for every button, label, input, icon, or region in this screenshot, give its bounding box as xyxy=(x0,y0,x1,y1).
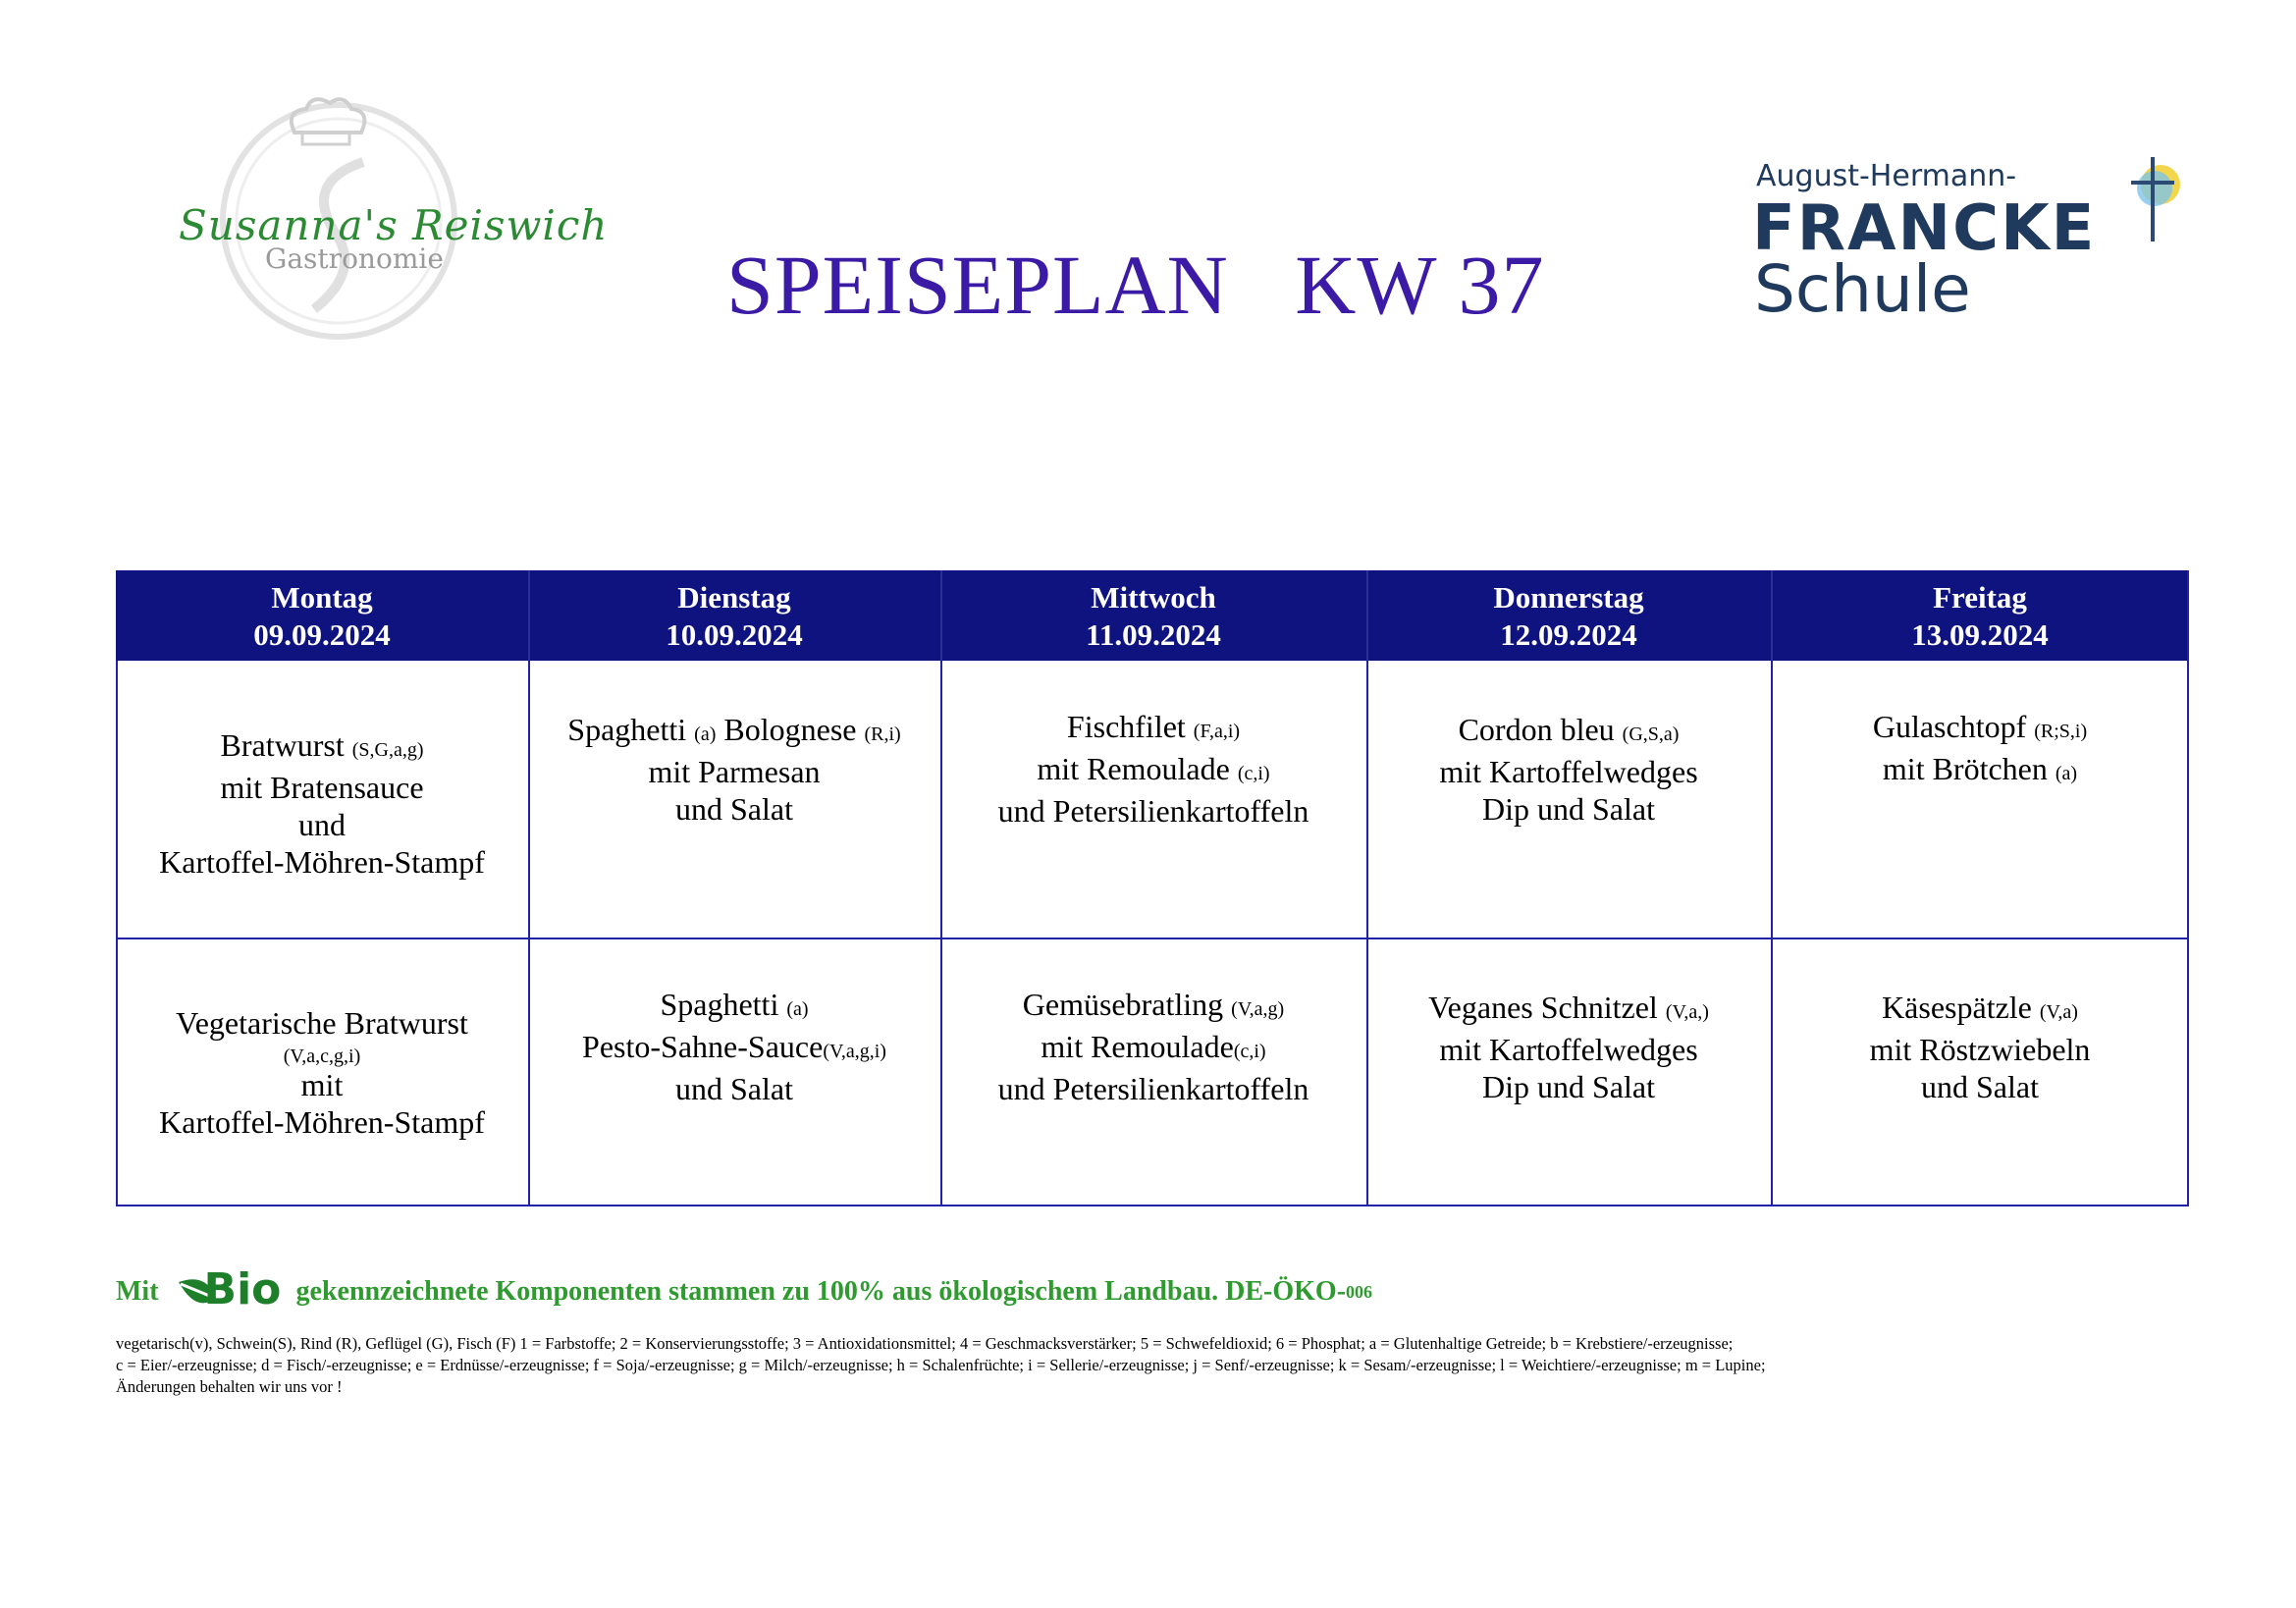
dish-name: Fischfilet xyxy=(1066,709,1194,744)
bio-text: gekennzeichnete Komponenten stammen zu 100% aus ökologischem Landbau. DE-ÖKO- xyxy=(295,1276,1347,1307)
allergen-code: (V,a,g) xyxy=(1231,998,1285,1020)
day-date: 09.09.2024 xyxy=(253,617,391,652)
header-mittwoch xyxy=(940,570,1366,661)
menu-cell-thu-2 xyxy=(1366,939,1771,1153)
legend-line: c = Eier/-erzeugnisse; d = Fisch/-erzeugnisse; e = Erdnüsse/-erzeugnisse; f = Soja/-erzeugnisse; g = Milch/-erzeugnisse; h = Schalenfrüchte; i = Sellerie/-erzeugnisse; j = Senf/-erzeugnisse; k = Sesam/-erzeugnisse; l = Weichtiere/-erzeugnisse; m = Lupine; xyxy=(116,1356,1766,1374)
day-date: 13.09.2024 xyxy=(1911,617,2049,652)
menu-cell-tue-1 xyxy=(528,661,940,877)
menu-cell-tue-2 xyxy=(528,939,940,1153)
legend-line: vegetarisch(v), Schwein(S), Rind (R), Geflügel (G), Fisch (F) 1 = Farbstoffe; 2 = Konservierungsstoffe; 3 = Antioxidationsmittel; 4 = Geschmacksverstärker; 5 = Schwefeldioxid; 6 = Phosphat; a = Glutenhaltige Getreide; b = Krebstiere/-erzeugnisse; xyxy=(116,1334,1734,1353)
dish-line: mit Brötchen xyxy=(1882,751,2056,786)
menu-cell-fri-1 xyxy=(1771,661,2189,839)
dish-line: mit Bratensauce xyxy=(220,769,424,805)
allergen-code: (a) xyxy=(2055,763,2078,784)
dish-line: mit Remoulade xyxy=(1037,751,1238,786)
header-divider xyxy=(528,570,530,661)
dish-line: und xyxy=(298,806,346,842)
day-name: Montag xyxy=(271,580,373,615)
dish-line: und Salat xyxy=(675,1071,793,1106)
dish-name: Gulaschtopf xyxy=(1872,709,2035,744)
bio-notice xyxy=(116,1264,1373,1315)
logo-line3: Schule xyxy=(1754,251,1971,327)
header-dienstag xyxy=(528,570,940,661)
logo-line2: FRANCKE xyxy=(1752,192,2097,265)
menu-cell-mon-2 xyxy=(116,939,528,1205)
dish-name: Cordon bleu xyxy=(1458,711,1623,747)
allergen-legend xyxy=(116,1333,1766,1398)
table-border-bottom xyxy=(116,1205,2189,1206)
day-date: 11.09.2024 xyxy=(1086,617,1221,652)
allergen-code: (R,i) xyxy=(864,723,901,745)
dish-line: mit Parmesan xyxy=(648,753,821,789)
allergen-code: (V,a,g,i) xyxy=(823,1041,886,1062)
header-divider xyxy=(940,570,942,661)
day-name: Donnerstag xyxy=(1493,580,1644,615)
header-divider xyxy=(1366,570,1368,661)
allergen-code: (a) xyxy=(694,723,717,745)
dish-line: Kartoffel-Möhren-Stampf xyxy=(159,1103,485,1140)
dish-line: Pesto-Sahne-Sauce xyxy=(582,1029,824,1064)
day-name: Dienstag xyxy=(677,580,791,615)
allergen-code: (V,a,) xyxy=(1665,1000,1709,1023)
header-divider xyxy=(1771,570,1773,661)
allergen-code: (a) xyxy=(786,998,809,1020)
dish-line: Dip und Salat xyxy=(1482,790,1655,827)
allergen-code: (F,a,i) xyxy=(1193,721,1241,742)
dish-line: mit Remoulade xyxy=(1041,1029,1234,1064)
day-name: Mittwoch xyxy=(1091,580,1216,615)
logo-sub-text: Gastronomie xyxy=(265,242,444,275)
francke-logo xyxy=(1752,155,2204,332)
menu-cell-fri-2 xyxy=(1771,939,2189,1153)
header-montag xyxy=(116,570,528,661)
legend-line: Änderungen behalten wir uns vor ! xyxy=(116,1377,343,1396)
dish-name: Gemüsebratling xyxy=(1022,987,1232,1022)
day-date: 12.09.2024 xyxy=(1500,617,1637,652)
page-title: SPEISEPLAN KW 37 xyxy=(726,238,1545,332)
dish-name: Bratwurst xyxy=(220,726,352,763)
dish-name: Spaghetti xyxy=(567,711,695,747)
cross-icon xyxy=(2125,155,2184,243)
bio-badge-text: Bio xyxy=(203,1264,282,1314)
allergen-code: (c,i) xyxy=(1233,1041,1266,1062)
menu-cell-wed-1 xyxy=(940,661,1366,877)
dish-line: und Petersilienkartoffeln xyxy=(997,1071,1309,1106)
allergen-code: (G,S,a) xyxy=(1622,723,1680,745)
allergen-code: (c,i) xyxy=(1237,763,1270,784)
dish-name: Spaghetti xyxy=(660,987,787,1022)
menu-table xyxy=(116,570,2189,1206)
dish-line: mit Röstzwiebeln xyxy=(1869,1031,2091,1067)
header-freitag xyxy=(1771,570,2189,661)
allergen-code: (V,a) xyxy=(2039,1000,2078,1023)
logo-line1: August-Hermann- xyxy=(1756,159,2017,193)
dish-line: Kartoffel-Möhren-Stampf xyxy=(159,843,485,880)
dish-name: Veganes Schnitzel xyxy=(1428,989,1666,1025)
day-date: 10.09.2024 xyxy=(666,617,803,652)
logo-brand-text: Susanna's Reiswich xyxy=(179,201,609,249)
susannas-logo xyxy=(157,93,609,348)
allergen-code: (V,a,c,g,i) xyxy=(283,1045,361,1067)
menu-cell-thu-1 xyxy=(1366,661,1771,877)
menu-cell-wed-2 xyxy=(940,939,1366,1153)
allergen-code: (S,G,a,g) xyxy=(351,738,424,761)
dish-name: Käsespätzle xyxy=(1882,989,2040,1025)
dish-line: mit xyxy=(300,1066,344,1102)
menu-cell-mon-1 xyxy=(116,669,528,938)
dish-line: und Salat xyxy=(675,790,793,827)
dish-line: Dip und Salat xyxy=(1482,1068,1655,1104)
dish-line: mit Kartoffelwedges xyxy=(1439,1031,1698,1067)
day-name: Freitag xyxy=(1933,580,2027,615)
header-donnerstag xyxy=(1366,570,1771,661)
dish-line: und Petersilienkartoffeln xyxy=(997,793,1309,829)
dish-name: Vegetarische Bratwurst xyxy=(176,1004,468,1041)
dish-line: mit Kartoffelwedges xyxy=(1439,753,1698,789)
allergen-code: (R;S,i) xyxy=(2034,721,2088,742)
dish-line: und Salat xyxy=(1921,1068,2039,1104)
bio-prefix: Mit xyxy=(116,1276,159,1307)
dish-name: Bolognese xyxy=(716,711,865,747)
bio-code: 006 xyxy=(1346,1281,1373,1302)
bio-badge xyxy=(177,1264,283,1315)
table-header xyxy=(116,570,2189,661)
